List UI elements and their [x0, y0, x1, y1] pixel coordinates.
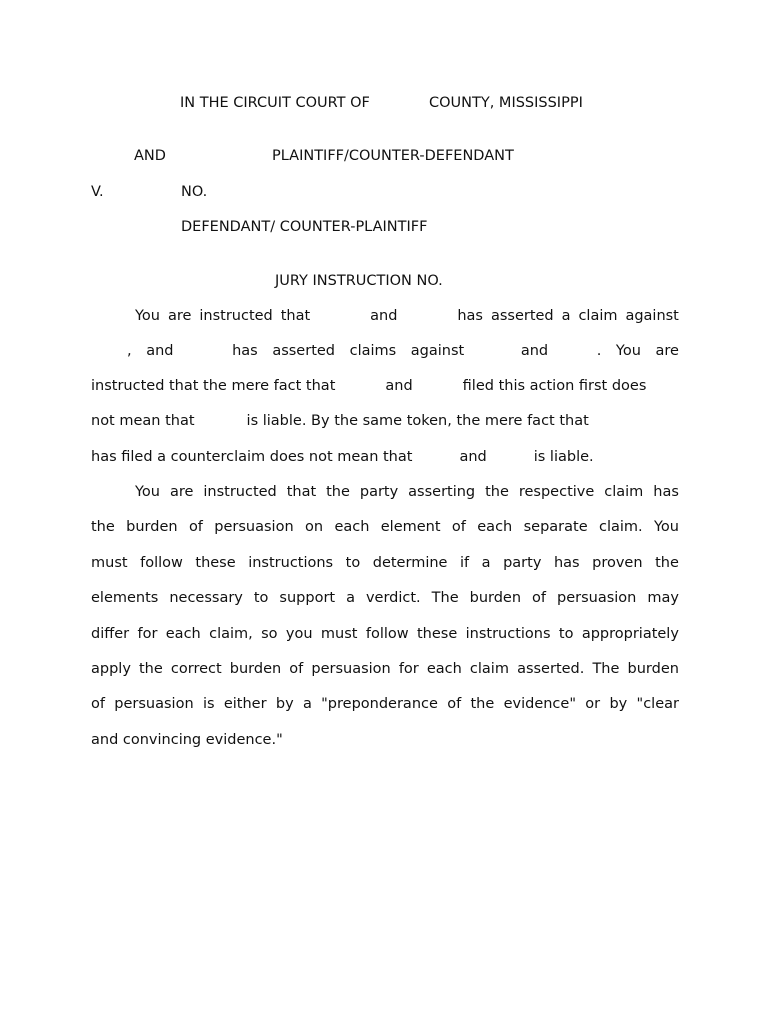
word: may	[647, 590, 679, 606]
word: The	[592, 661, 620, 677]
paragraph-1-line-4	[91, 411, 679, 431]
word: against	[410, 343, 465, 359]
text-segment: and convincing evidence."	[91, 732, 283, 748]
word: must	[91, 555, 128, 571]
word: has	[457, 308, 483, 324]
word: element	[380, 519, 441, 535]
word: each	[165, 626, 201, 642]
word: correct	[170, 661, 222, 677]
word: asserted.	[517, 661, 585, 677]
text-segment: is liable.	[533, 449, 594, 465]
word: the	[470, 696, 495, 712]
word: "clear	[636, 696, 679, 712]
word: the	[139, 661, 163, 677]
word: instructed	[199, 308, 273, 324]
word: that	[286, 484, 317, 500]
word: has	[232, 343, 258, 359]
paragraph-2-line-8	[91, 730, 679, 750]
text-segment: is liable. By the same token, the mere fact that	[246, 413, 589, 429]
word: to	[345, 555, 361, 571]
word: of	[289, 661, 304, 677]
word: the	[655, 555, 679, 571]
word: or	[585, 696, 601, 712]
word: of	[447, 696, 462, 712]
text-segment: filed this action first does	[462, 378, 647, 394]
word: burden	[126, 519, 178, 535]
text-segment: not mean that	[91, 413, 195, 429]
word: follow	[365, 626, 409, 642]
word: each	[334, 519, 370, 535]
defendant-role: DEFENDANT/ COUNTER-PLAINTIFF	[181, 219, 428, 235]
word: burden	[229, 661, 282, 677]
court-name-left: IN THE CIRCUIT COURT OF	[180, 95, 370, 111]
word: and	[520, 343, 549, 359]
party-and: AND	[134, 148, 166, 164]
word: of	[451, 519, 466, 535]
word: differ	[91, 626, 130, 642]
plaintiff-role: PLAINTIFF/COUNTER-DEFENDANT	[272, 148, 514, 164]
word: You	[654, 519, 679, 535]
word: burden	[627, 661, 679, 677]
word: has	[553, 555, 580, 571]
word: appropriately	[581, 626, 679, 642]
word: of	[91, 696, 105, 712]
paragraph-2-line-7	[91, 694, 679, 714]
word: asserted	[272, 343, 335, 359]
word: burden	[469, 590, 522, 606]
text-segment: has filed a counterclaim does not mean that	[91, 449, 413, 465]
word: and	[146, 343, 174, 359]
paragraph-2-line-3	[91, 553, 679, 573]
paragraph-1-line-3	[91, 376, 679, 396]
word: proven	[592, 555, 643, 571]
paragraph-1-line-5	[91, 447, 679, 467]
word: claim	[604, 484, 644, 500]
word: these	[416, 626, 458, 642]
instruction-title: JURY INSTRUCTION NO.	[275, 273, 443, 289]
word: for	[398, 661, 419, 677]
word: has	[653, 484, 679, 500]
word: of	[532, 590, 546, 606]
word: determine	[372, 555, 448, 571]
versus-label: V.	[91, 184, 104, 200]
word: that	[280, 308, 311, 324]
paragraph-2-line-1	[135, 482, 679, 502]
word: persuasion	[114, 696, 194, 712]
word: respective	[518, 484, 595, 500]
word: "preponderance	[321, 696, 438, 712]
word: party	[503, 555, 542, 571]
word: ,	[127, 343, 132, 359]
word: claim	[469, 661, 509, 677]
word: the	[91, 519, 115, 535]
word: follow	[140, 555, 183, 571]
word: and	[370, 308, 398, 324]
word: are	[167, 308, 192, 324]
word: persuasion	[311, 661, 391, 677]
word: on	[305, 519, 324, 535]
paragraph-2-line-4	[91, 588, 679, 608]
word: party	[359, 484, 399, 500]
word: support	[279, 590, 336, 606]
word: so	[261, 626, 278, 642]
text-segment: instructed that the mere fact that	[91, 378, 336, 394]
word: apply	[91, 661, 131, 677]
word: to	[253, 590, 269, 606]
word: the	[485, 484, 509, 500]
word: claims	[349, 343, 397, 359]
word: a	[561, 308, 571, 324]
word: for	[137, 626, 158, 642]
word: elements	[91, 590, 159, 606]
word: .	[596, 343, 602, 359]
case-number-label: NO.	[181, 184, 208, 200]
word: to	[558, 626, 574, 642]
word: if	[459, 555, 470, 571]
word: asserting	[408, 484, 476, 500]
word: You	[135, 484, 160, 500]
paragraph-1-line-1	[135, 306, 679, 326]
word: a	[346, 590, 355, 606]
paragraph-2-line-2	[91, 517, 679, 537]
word: the	[326, 484, 350, 500]
word: against	[625, 308, 679, 324]
paragraph-1-line-2	[127, 341, 679, 361]
word: claim,	[209, 626, 253, 642]
word: are	[169, 484, 194, 500]
word: persuasion	[556, 590, 637, 606]
word: instructed	[203, 484, 277, 500]
word: You	[615, 343, 641, 359]
word: are	[655, 343, 679, 359]
paragraph-2-line-5	[91, 624, 679, 644]
word: persuasion	[214, 519, 294, 535]
word: separate	[523, 519, 588, 535]
word: asserted	[490, 308, 554, 324]
word: each	[477, 519, 513, 535]
word: claim.	[598, 519, 643, 535]
word: You	[135, 308, 160, 324]
word: instructions	[248, 555, 334, 571]
word: is	[202, 696, 215, 712]
text-segment: and	[459, 449, 487, 465]
word: instructions	[465, 626, 551, 642]
word: these	[195, 555, 236, 571]
word: a	[302, 696, 312, 712]
word: a	[481, 555, 491, 571]
text-segment: and	[385, 378, 413, 394]
word: each	[426, 661, 462, 677]
word: of	[188, 519, 203, 535]
word: by	[609, 696, 628, 712]
word: verdict.	[365, 590, 421, 606]
word: The	[431, 590, 459, 606]
word: necessary	[169, 590, 243, 606]
word: either	[223, 696, 267, 712]
word: by	[275, 696, 294, 712]
word: must	[320, 626, 358, 642]
paragraph-2-line-6	[91, 659, 679, 679]
word: you	[285, 626, 313, 642]
word: evidence"	[503, 696, 576, 712]
court-county: COUNTY, MISSISSIPPI	[429, 95, 583, 111]
word: claim	[578, 308, 618, 324]
